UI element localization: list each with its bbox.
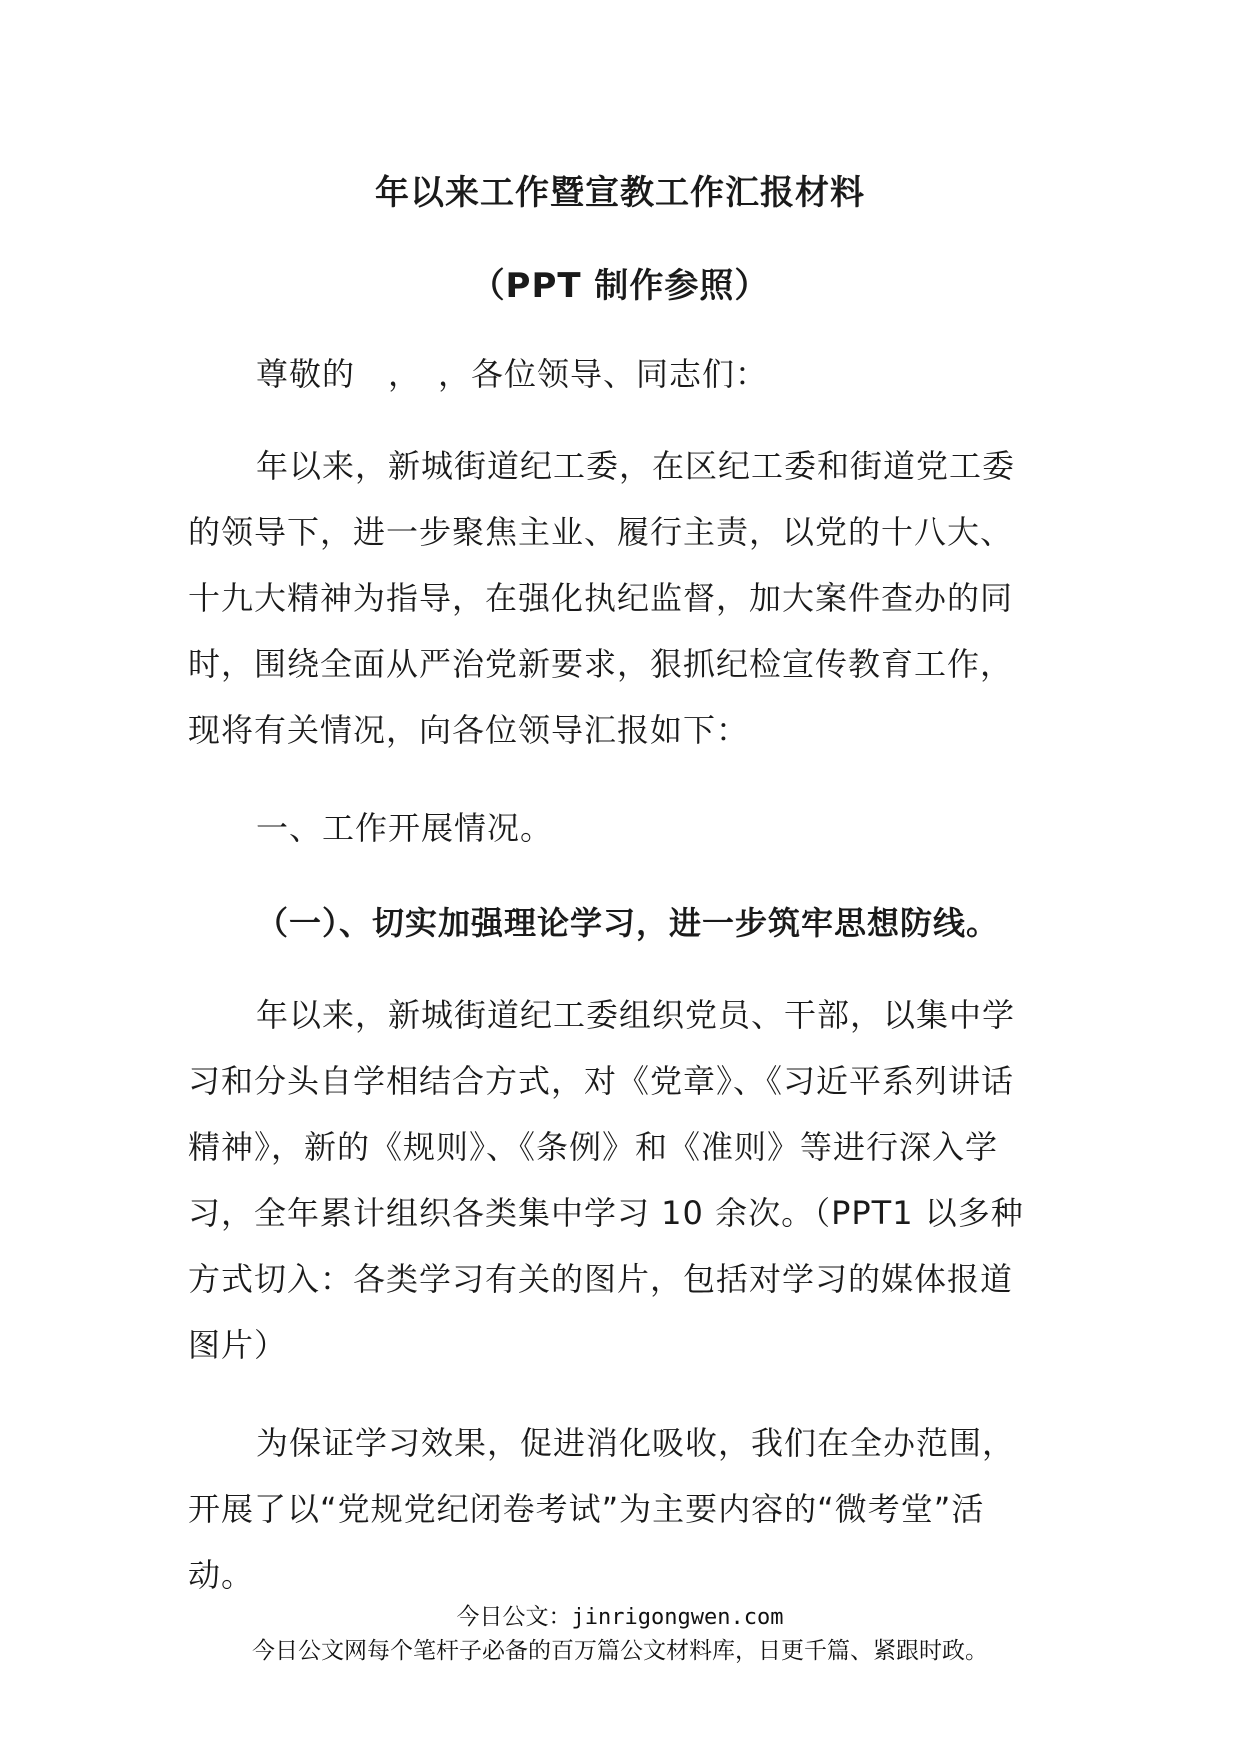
exam-paragraph: 为保证学习效果，促进消化吸收，我们在全办范围，开展了以“党规党纪闭卷考试”为主要内容的“微考堂”活动。: [188, 1424, 1016, 1594]
document-title: 年以来工作暨宣教工作汇报材料: [375, 173, 865, 213]
footer-site-label: 今日公文：: [456, 1604, 572, 1630]
greeting-paragraph: 尊敬的 ， ，各位领导、同志们：: [256, 355, 769, 393]
subsection-heading-1: （一）、切实加强理论学习，进一步筑牢思想防线。: [256, 904, 1000, 942]
section-heading-1: 一、工作开展情况。: [256, 809, 554, 847]
footer-slogan: 今日公文网每个笔杆子必备的百万篇公文材料库，日更千篇、紧跟时政。: [252, 1638, 988, 1664]
intro-paragraph: 年以来，新城街道纪工委，在区纪工委和街道党工委的领导下，进一步聚焦主业、履行主责，以党的十八大、十九大精神为指导，在强化执纪监督，加大案件查办的同时，围绕全面从严治党新要求，狠抓纪检宣传教育工作，现将有关情况，向各位领导汇报如下：: [188, 447, 1016, 749]
study-paragraph: 年以来，新城街道纪工委组织党员、干部，以集中学习和分头自学相结合方式，对《党章》、《习近平系列讲话精神》，新的《规则》、《条例》和《准则》等进行深入学习，全年累计组织各类集中学习 10 余次。（PPT1 以多种方式切入：各类学习有关的图片，包括对学习的媒体报道图片）: [188, 996, 1024, 1364]
footer-site-line: [0, 1598, 1240, 1631]
document-subtitle: （PPT 制作参照）: [470, 266, 770, 306]
footer-site-link[interactable]: jinrigongwen.com: [571, 1605, 784, 1630]
